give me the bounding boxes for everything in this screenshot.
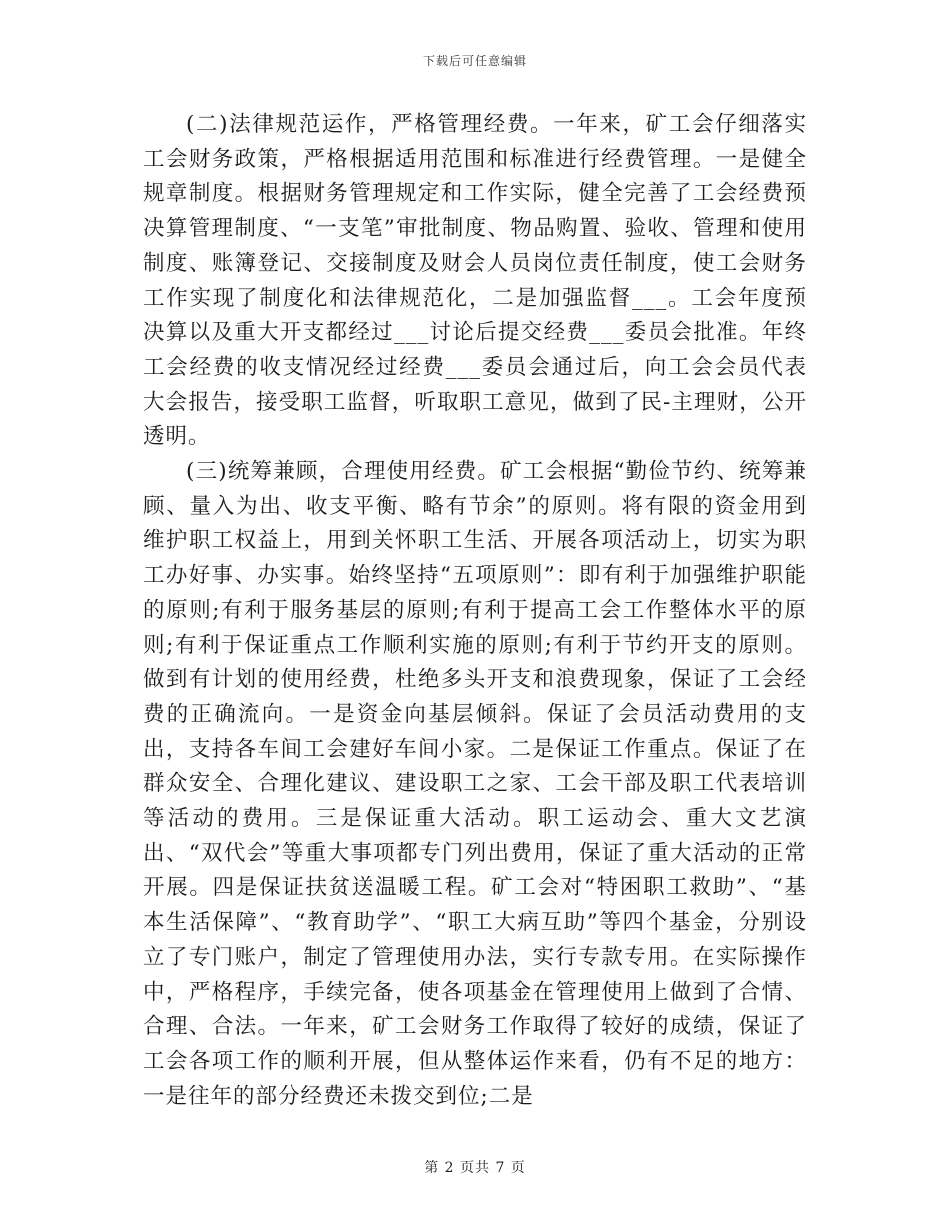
page-footer: 第 2 页共 7 页 bbox=[424, 1160, 526, 1176]
page-header: 下载后可任意编辑 bbox=[422, 54, 527, 68]
document-body bbox=[143, 108, 807, 1114]
paragraph-fund-usage: (三)统筹兼顾，合理使用经费。矿工会根据“勤俭节约、统筹兼顾、量入为出、收支平衡、略有节余”的原则。将有限的资金用到维护职工权益上，用到关怀职工生活、开展各项活动上，切实为职工办好事、办实事。始终坚持“五项原则”：即有利于加强维护职能的原则;有利于服务基层的原则;有利于提高工会工作整体水平的原则;有利于保证重点工作顺利实施的原则;有利于节约开支的原则。做到有计划的使用经费，杜绝多头开支和浪费现象，保证了工会经费的正确流向。一是资金向基层倾斜。保证了会员活动费用的支出，支持各车间工会建好车间小家。二是保证工作重点。保证了在群众安全、合理化建议、建设职工之家、工会干部及职工代表培训等活动的费用。三是保证重大活动。职工运动会、重大文艺演出、“双代会”等重大事项都专门列出费用，保证了重大活动的正常开展。四是保证扶贫送温暖工程。矿工会对“特困职工救助”、“基本生活保障”、“教育助学”、“职工大病互助”等四个基金，分别设立了专门账户，制定了管理使用办法，实行专款专用。在实际操作中，严格程序，手续完备，使各项基金在管理使用上做到了合情、合理、合法。一年来，矿工会财务工作取得了较好的成绩，保证了工会各项工作的顺利开展，但从整体运作来看，仍有不足的地方：一是往年的部分经费还未拨交到位;二是 bbox=[143, 459, 807, 1109]
paragraph-finance-regulation: (二)法律规范运作，严格管理经费。一年来，矿工会仔细落实工会财务政策，严格根据适用范围和标准进行经费管理。一是健全规章制度。根据财务管理规定和工作实际，健全完善了工会经费预决算管理制度、“一支笔”审批制度、物品购置、验收、管理和使用制度、账簿登记、交接制度及财会人员岗位责任制度，使工会财务工作实现了制度化和法律规范化，二是加强监督___。工会年度预决算以及重大开支都经过___讨论后提交经费___委员会批准。年终工会经费的收支情况经过经费___委员会通过后，向工会会员代表大会报告，接受职工监督，听取职工意见，做到了民-主理财，公开透明。 bbox=[143, 112, 807, 450]
